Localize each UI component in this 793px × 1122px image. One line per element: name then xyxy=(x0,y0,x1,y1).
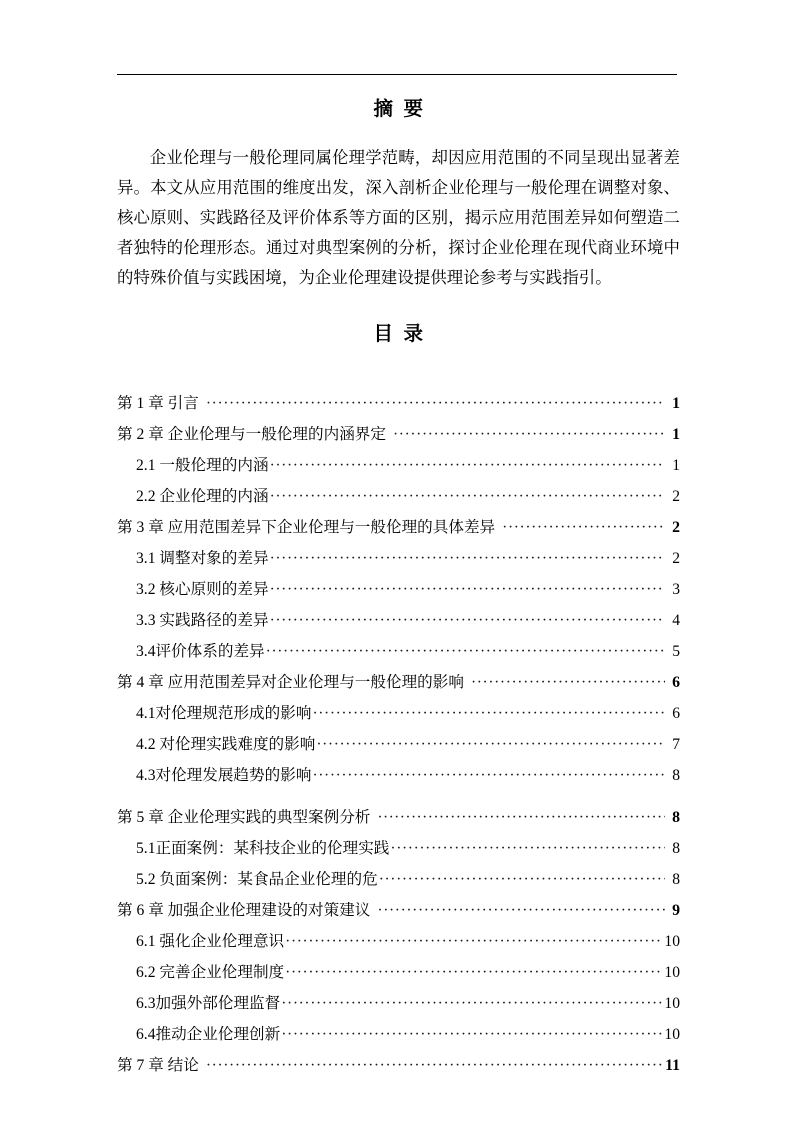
toc-entry-title: 3.2 核心原则的差异 xyxy=(136,580,269,598)
abstract-paragraph: 企业伦理与一般伦理同属伦理学范畴，却因应用范围的不同呈现出显著差异。本文从应用范围的维度出发，深入剖析企业伦理与一般伦理在调整对象、核心原则、实践路径及评价体系等方面的区别，揭示应用范围差异如何塑造二者独特的伦理形态。通过对典型案例的分析，探讨企业伦理在现代商业环境中的特殊价值与实践困境，为企业伦理建设提供理论参考与实践指引。 xyxy=(117,148,680,288)
toc-entry-page-number: 8 xyxy=(672,839,680,857)
toc-leader-dots xyxy=(471,675,665,691)
toc-entry[interactable] xyxy=(117,422,680,453)
toc-entry[interactable] xyxy=(117,608,680,639)
toc-entry-title: 2.2 企业伦理的内涵 xyxy=(136,487,269,505)
toc-leader-dots xyxy=(390,841,665,857)
toc-entry[interactable] xyxy=(117,701,680,732)
toc-entry-title: 3.4评价体系的差异 xyxy=(136,642,265,660)
toc-leader-dots xyxy=(270,458,665,474)
abstract-heading-char-1: 摘 xyxy=(373,99,394,120)
toc-entry-page-number: 11 xyxy=(665,1056,680,1074)
toc-leader-dots xyxy=(285,965,663,981)
toc-entry-page-number: 5 xyxy=(672,642,680,660)
toc-entry-page-number: 4 xyxy=(672,611,680,629)
toc-entry-page-number: 3 xyxy=(672,580,680,598)
toc-entry[interactable] xyxy=(117,453,680,484)
toc-leader-dots xyxy=(377,810,665,826)
header-divider-rule xyxy=(117,74,677,75)
toc-entry[interactable] xyxy=(117,960,680,991)
toc-entry-page-number: 1 xyxy=(672,394,680,412)
toc-entry-title: 第 1 章 引言 xyxy=(117,394,199,412)
toc-entry[interactable] xyxy=(117,670,680,701)
toc-entry-title: 5.1正面案例：某科技企业的伦理实践 xyxy=(136,839,390,857)
toc-entry-title: 6.2 完善企业伦理制度 xyxy=(136,963,285,981)
toc-leader-dots xyxy=(281,1027,663,1043)
toc-heading xyxy=(117,323,680,346)
toc-entry-title: 3.3 实践路径的差异 xyxy=(136,611,269,629)
toc-leader-dots xyxy=(270,582,665,598)
toc-entry[interactable] xyxy=(117,391,680,422)
toc-entry[interactable] xyxy=(117,991,680,1022)
toc-leader-dots xyxy=(377,903,665,919)
toc-entry-page-number: 8 xyxy=(672,766,680,784)
toc-entry-page-number: 6 xyxy=(672,704,680,722)
abstract-heading xyxy=(117,98,680,121)
toc-entry-page-number: 10 xyxy=(664,963,680,981)
abstract-heading-char-2: 要 xyxy=(403,99,424,120)
toc-entry-page-number: 7 xyxy=(672,735,680,753)
toc-leader-dots xyxy=(312,706,665,722)
toc-entry-page-number: 2 xyxy=(672,549,680,567)
toc-leader-dots xyxy=(316,737,665,753)
toc-entry-page-number: 8 xyxy=(672,870,680,888)
toc-entry-title: 第 3 章 应用范围差异下企业伦理与一般伦理的具体差异 xyxy=(117,518,496,536)
toc-leader-dots xyxy=(206,396,665,412)
toc-entry[interactable] xyxy=(117,546,680,577)
toc-entry-title: 4.2 对伦理实践难度的影响 xyxy=(136,735,316,753)
toc-entry[interactable] xyxy=(117,867,680,898)
toc-entry-title: 第 4 章 应用范围差异对企业伦理与一般伦理的影响 xyxy=(117,673,464,691)
toc-entry-page-number: 1 xyxy=(672,456,680,474)
toc-entry-title: 4.1对伦理规范形成的影响 xyxy=(136,704,312,722)
toc-entry-title: 6.1 强化企业伦理意识 xyxy=(136,932,285,950)
toc-entry-title: 5.2 负面案例：某食品企业伦理的危 xyxy=(136,870,378,888)
toc-leader-dots xyxy=(285,934,663,950)
toc-entry[interactable] xyxy=(117,732,680,763)
toc-leader-dots xyxy=(266,644,665,660)
toc-entry-page-number: 10 xyxy=(664,932,680,950)
toc-leader-dots xyxy=(281,996,663,1012)
toc-leader-dots xyxy=(270,613,665,629)
toc-entry[interactable] xyxy=(117,898,680,929)
table-of-contents xyxy=(117,391,680,1084)
toc-entry[interactable] xyxy=(117,639,680,670)
toc-leader-dots xyxy=(270,551,665,567)
toc-entry-title: 4.3对伦理发展趋势的影响 xyxy=(136,766,312,784)
toc-heading-char-1: 目 xyxy=(373,324,394,346)
toc-entry-title: 第 5 章 企业伦理实践的典型案例分析 xyxy=(117,808,371,826)
toc-entry-page-number: 2 xyxy=(672,518,680,536)
toc-entry-title: 6.3加强外部伦理监督 xyxy=(136,994,281,1012)
toc-entry[interactable] xyxy=(117,929,680,960)
toc-entry-title: 第 6 章 加强企业伦理建设的对策建议 xyxy=(117,901,371,919)
toc-entry-page-number: 6 xyxy=(672,673,680,691)
toc-entry[interactable] xyxy=(117,805,680,836)
toc-entry-page-number: 2 xyxy=(672,487,680,505)
toc-leader-dots xyxy=(312,768,665,784)
toc-leader-dots xyxy=(270,489,665,505)
toc-entry-page-number: 8 xyxy=(672,808,680,826)
toc-entry-title: 第 7 章 结论 xyxy=(117,1056,199,1074)
toc-entry-page-number: 1 xyxy=(672,425,680,443)
toc-leader-dots xyxy=(502,520,665,536)
toc-entry[interactable] xyxy=(117,1022,680,1053)
toc-entry[interactable] xyxy=(117,577,680,608)
toc-entry[interactable] xyxy=(117,484,680,515)
toc-entry-page-number: 10 xyxy=(664,1025,680,1043)
toc-entry-page-number: 9 xyxy=(672,901,680,919)
toc-entry-title: 2.1 一般伦理的内涵 xyxy=(136,456,269,474)
toc-entry-title: 第 2 章 企业伦理与一般伦理的内涵界定 xyxy=(117,425,386,443)
toc-entry[interactable] xyxy=(117,763,680,794)
toc-heading-char-2: 录 xyxy=(403,324,424,346)
toc-leader-dots xyxy=(393,427,665,443)
toc-leader-dots xyxy=(206,1058,664,1074)
toc-entry[interactable] xyxy=(117,836,680,867)
toc-entry[interactable] xyxy=(117,1053,680,1084)
document-content xyxy=(117,98,680,1084)
toc-leader-dots xyxy=(379,872,665,888)
toc-entry[interactable] xyxy=(117,515,680,546)
toc-entry-title: 6.4推动企业伦理创新 xyxy=(136,1025,281,1043)
toc-entry-title: 3.1 调整对象的差异 xyxy=(136,549,269,567)
toc-entry-page-number: 10 xyxy=(664,994,680,1012)
